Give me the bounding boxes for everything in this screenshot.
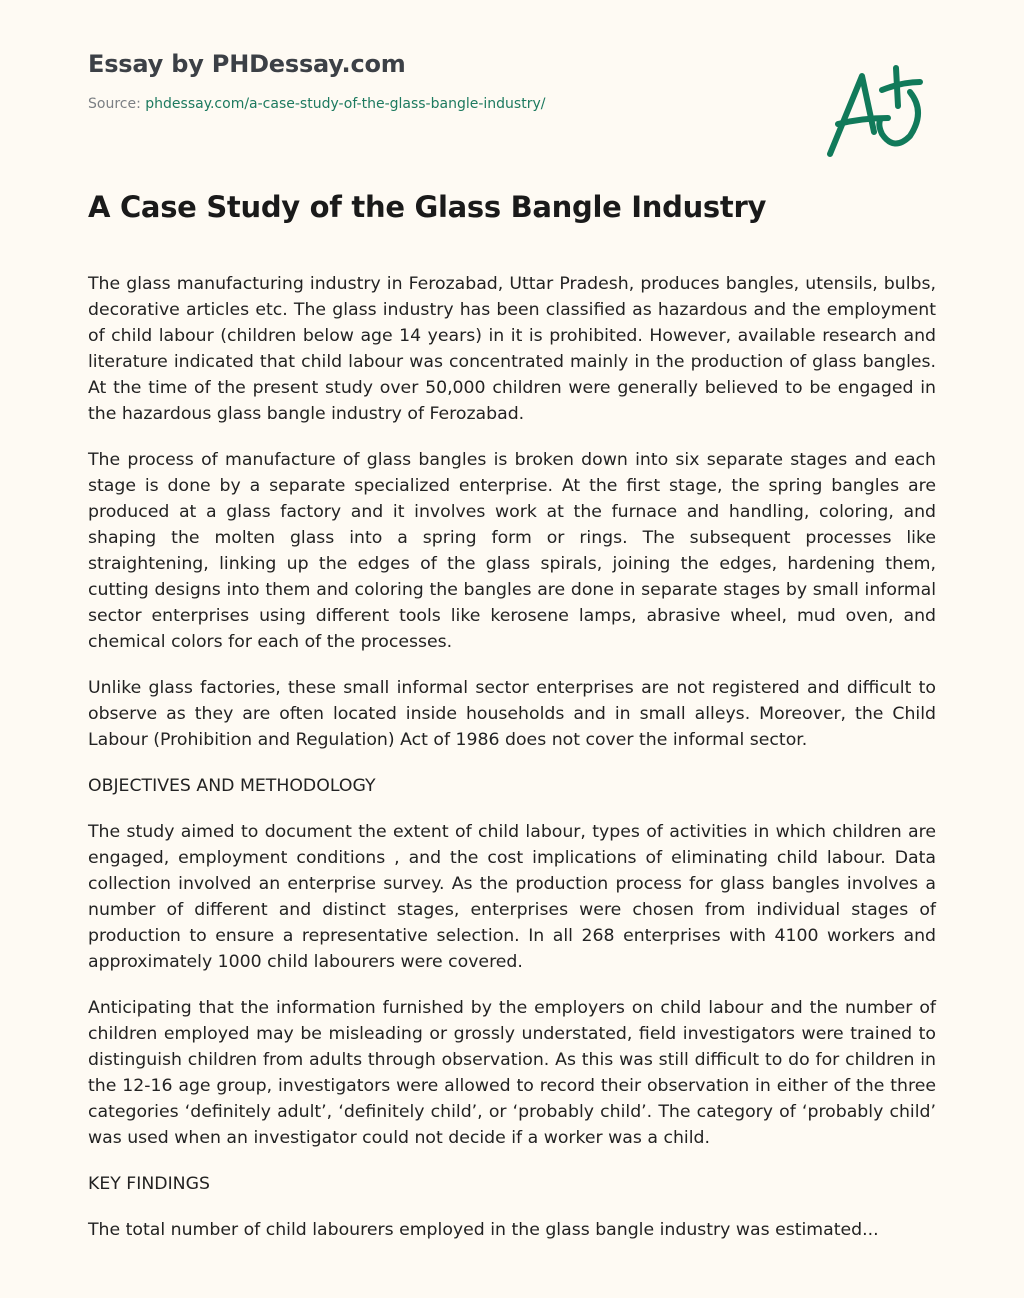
section-heading: OBJECTIVES AND METHODOLOGY <box>88 776 376 796</box>
paragraph: The total number of child labourers employed in the glass bangle industry was estimated... <box>88 1220 879 1240</box>
page-title: A Case Study of the Glass Bangle Industry <box>88 190 767 224</box>
site-brand: Essay by PHDessay.com <box>88 50 406 78</box>
paragraph: The process of manufacture of glass bangles is broken down into six separate stages and each stage is done by a separate specialized enterprise. At the first stage, the spring bangles are produced at a glass factory and it involves work at the furnace and handling, coloring, and shaping the molten glass into a spring form or rings. The subsequent processes like straightening, linking up the edges of the glass spirals, joining the edges, hardening them, cutting designs into them and coloring the bangles are done in separate stages by small informal sector enterprises using different tools like kerosene lamps, abrasive wheel, mud oven, and chemical colors for each of the processes. <box>88 450 936 652</box>
source-link[interactable]: phdessay.com/a-case-study-of-the-glass-bangle-industry/ <box>145 96 546 112</box>
article-body <box>88 271 936 1263</box>
source-label: Source: <box>88 96 146 112</box>
source-line <box>88 96 545 112</box>
paragraph: The study aimed to document the extent of child labour, types of activities in which children are engaged, employment conditions , and the cost implications of eliminating child labour. Data collection involved an enterprise survey. As the production process for glass bangles involves a number of different and distinct stages, enterprises were chosen from individual stages of production to ensure a representative selection. In all 268 enterprises with 4100 workers and approximately 1000 child labourers were covered. <box>88 822 936 972</box>
section-heading: KEY FINDINGS <box>88 1174 210 1194</box>
a-plus-grade-icon <box>822 62 932 162</box>
paragraph: Anticipating that the information furnished by the employers on child labour and the number of children employed may be misleading or grossly understated, field investigators were trained to distinguish children from adults through observation. As this was still difficult to do for children in the 12-16 age group, investigators were allowed to record their observation in either of the three categories ‘definitely adult’, ‘definitely child’, or ‘probably child’. The category of ‘probably child’ was used when an investigator could not decide if a worker was a child. <box>88 998 936 1148</box>
paragraph: The glass manufacturing industry in Ferozabad, Uttar Pradesh, produces bangles, utensils, bulbs, decorative articles etc. The glass industry has been classified as hazardous and the employment of child labour (children below age 14 years) in it is prohibited. However, available research and literature indicated that child labour was concentrated mainly in the production of glass bangles. At the time of the present study over 50,000 children were generally believed to be engaged in the hazardous glass bangle industry of Ferozabad. <box>88 274 936 424</box>
site-header <box>88 50 545 112</box>
paragraph: Unlike glass factories, these small informal sector enterprises are not registered and difficult to observe as they are often located inside households and in small alleys. Moreover, the Child Labour (Prohibition and Regulation) Act of 1986 does not cover the informal sector. <box>88 678 936 750</box>
